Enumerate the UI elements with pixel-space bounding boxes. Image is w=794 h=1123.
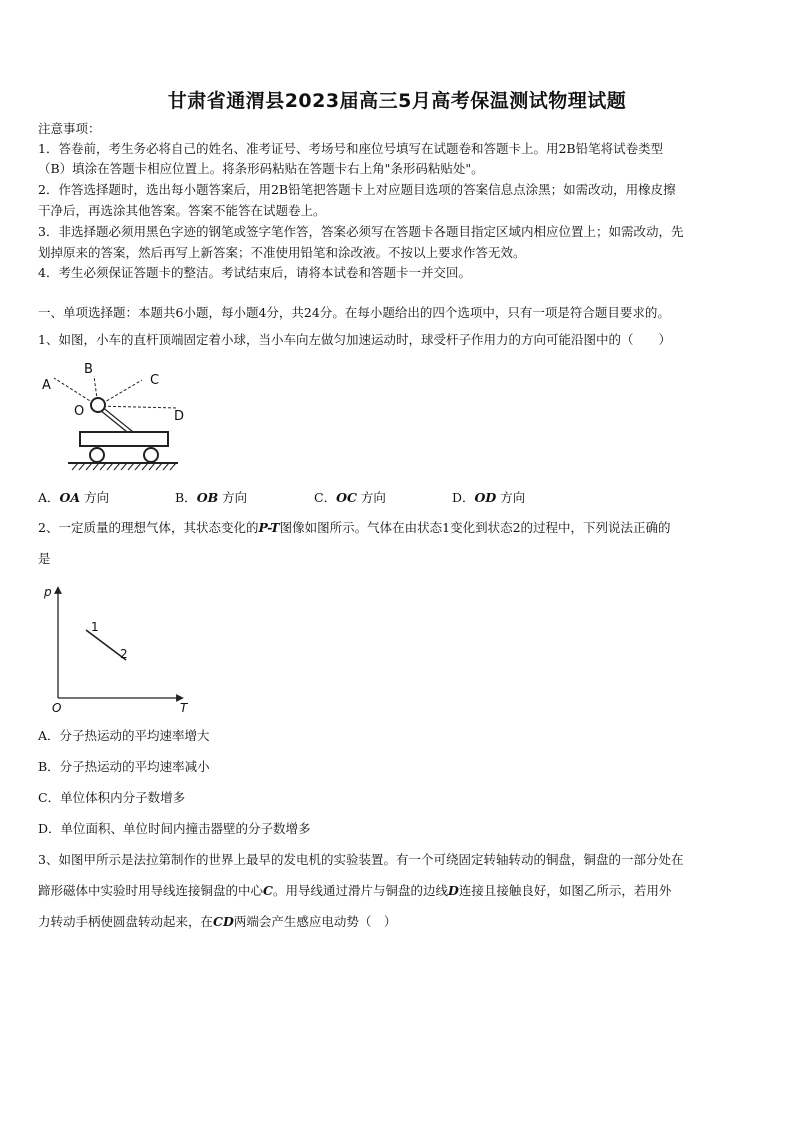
option-name: OA [59, 490, 81, 505]
q3-line2-post: 连接且接触良好，如图乙所示，若用外 [458, 883, 672, 898]
notice-heading: 注意事项： [38, 121, 101, 136]
cart-wheel-right [144, 448, 158, 462]
q2-stem-pre: 2、一定质量的理想气体，其状态变化的 [38, 520, 259, 535]
option-suffix: 方向 [360, 490, 386, 505]
q3-var-cd: CD [213, 914, 234, 929]
q1-cart-figure [36, 358, 186, 478]
state-1-label: 1 [91, 620, 99, 634]
q3-line2 [38, 883, 671, 899]
ball [91, 398, 105, 412]
label-a: A [42, 378, 51, 393]
ground-hatch [72, 463, 176, 470]
q1-option-d[interactable] [452, 488, 525, 506]
option-name: OB [196, 490, 219, 505]
cart-body [80, 432, 168, 446]
state-2-label: 2 [120, 647, 128, 661]
option-letter: A． [38, 490, 60, 505]
q2-stem-line2: 是 [38, 551, 51, 566]
option-suffix: 方向 [222, 490, 248, 505]
label-o: O [74, 404, 85, 419]
label-b: B [84, 362, 93, 377]
q1-option-b[interactable] [175, 488, 247, 506]
cart-wheel-left [90, 448, 104, 462]
q2-option-b[interactable]: B．分子热运动的平均速率减小 [38, 759, 210, 774]
notice-line: 划掉原来的答案，然后再写上新答案；不准使用铅笔和涂改液。不按以上要求作答无效。 [38, 245, 526, 260]
x-axis-label: T [180, 701, 188, 715]
q2-stem-post: 图像如图所示。气体在由状态1变化到状态2的过程中，下列说法正确的 [279, 520, 671, 535]
q1-option-c[interactable] [314, 488, 386, 506]
notice-line: 2．作答选择题时，选出每小题答案后，用2B铅笔把答题卡上对应题目选项的答案信息点涂黑；如需改动，用橡皮擦 [38, 182, 676, 197]
q3-line2-pre: 蹄形磁体中实验时用导线连接铜盘的中心 [38, 883, 264, 898]
notice-line: 3．非选择题必须用黑色字迹的钢笔或签字笔作答，答案必须写在答题卡各题目指定区域内相应位置上；如需改动，先 [38, 224, 684, 239]
option-suffix: 方向 [500, 490, 526, 505]
option-letter: D． [452, 490, 475, 505]
exam-title: 甘肃省通渭县2023届高三5月高考保温测试物理试题 [167, 90, 627, 112]
q1-option-a[interactable] [38, 488, 109, 506]
q3-line1: 3、如图甲所示是法拉第制作的世界上最早的发电机的实验装置。有一个可绕固定转轴转动的铜盘，铜盘的一部分处在 [38, 852, 684, 867]
q2-stem-line1 [38, 520, 671, 536]
option-suffix: 方向 [84, 490, 110, 505]
y-axis-label: p [44, 585, 52, 599]
q2-stem-var: P-T [258, 520, 280, 535]
option-letter: B． [175, 490, 197, 505]
q3-line3-post: 两端会产生感应电动势（ ） [233, 914, 397, 929]
q2-option-a[interactable]: A．分子热运动的平均速率增大 [38, 728, 210, 743]
origin-label: O [52, 701, 62, 715]
label-d: D [174, 409, 185, 424]
option-name: OD [474, 490, 497, 505]
section-heading: 一、单项选择题：本题共6小题，每小题4分，共24分。在每小题给出的四个选项中，只有一项是符合题目要求的。 [38, 305, 670, 320]
q2-pt-graph [40, 580, 190, 715]
option-letter: C． [314, 490, 337, 505]
q3-line3 [38, 914, 396, 930]
notice-line: 干净后，再选涂其他答案。答案不能答在试题卷上。 [38, 203, 326, 218]
q3-line2-mid: 。用导线通过滑片与铜盘的边线 [272, 883, 448, 898]
notice-line: （B）填涂在答题卡相应位置上。将条形码粘贴在答题卡右上角"条形码粘贴处"。 [38, 161, 484, 176]
q3-var-d: D [447, 883, 459, 898]
q3-line3-pre: 力转动手柄使圆盘转动起来，在 [38, 914, 214, 929]
notice-line: 1．答卷前，考生务必将自己的姓名、准考证号、考场号和座位号填写在试题卷和答题卡上。用2B铅笔将试卷类型 [38, 141, 664, 156]
label-c: C [150, 373, 160, 388]
q2-option-c[interactable]: C．单位体积内分子数增多 [38, 790, 186, 805]
q3-var-c: C [263, 883, 273, 898]
option-name: OC [336, 490, 357, 505]
q2-option-d[interactable]: D．单位面积、单位时间内撞击器壁的分子数增多 [38, 821, 311, 836]
notice-line: 4．考生必须保证答题卡的整洁。考试结束后，请将本试卷和答题卡一并交回。 [38, 265, 471, 280]
direction-line-od [98, 406, 176, 408]
q1-stem: 1、如图，小车的直杆顶端固定着小球，当小车向左做匀加速运动时，球受杆子作用力的方向可能沿图中的（ ） [38, 332, 671, 347]
